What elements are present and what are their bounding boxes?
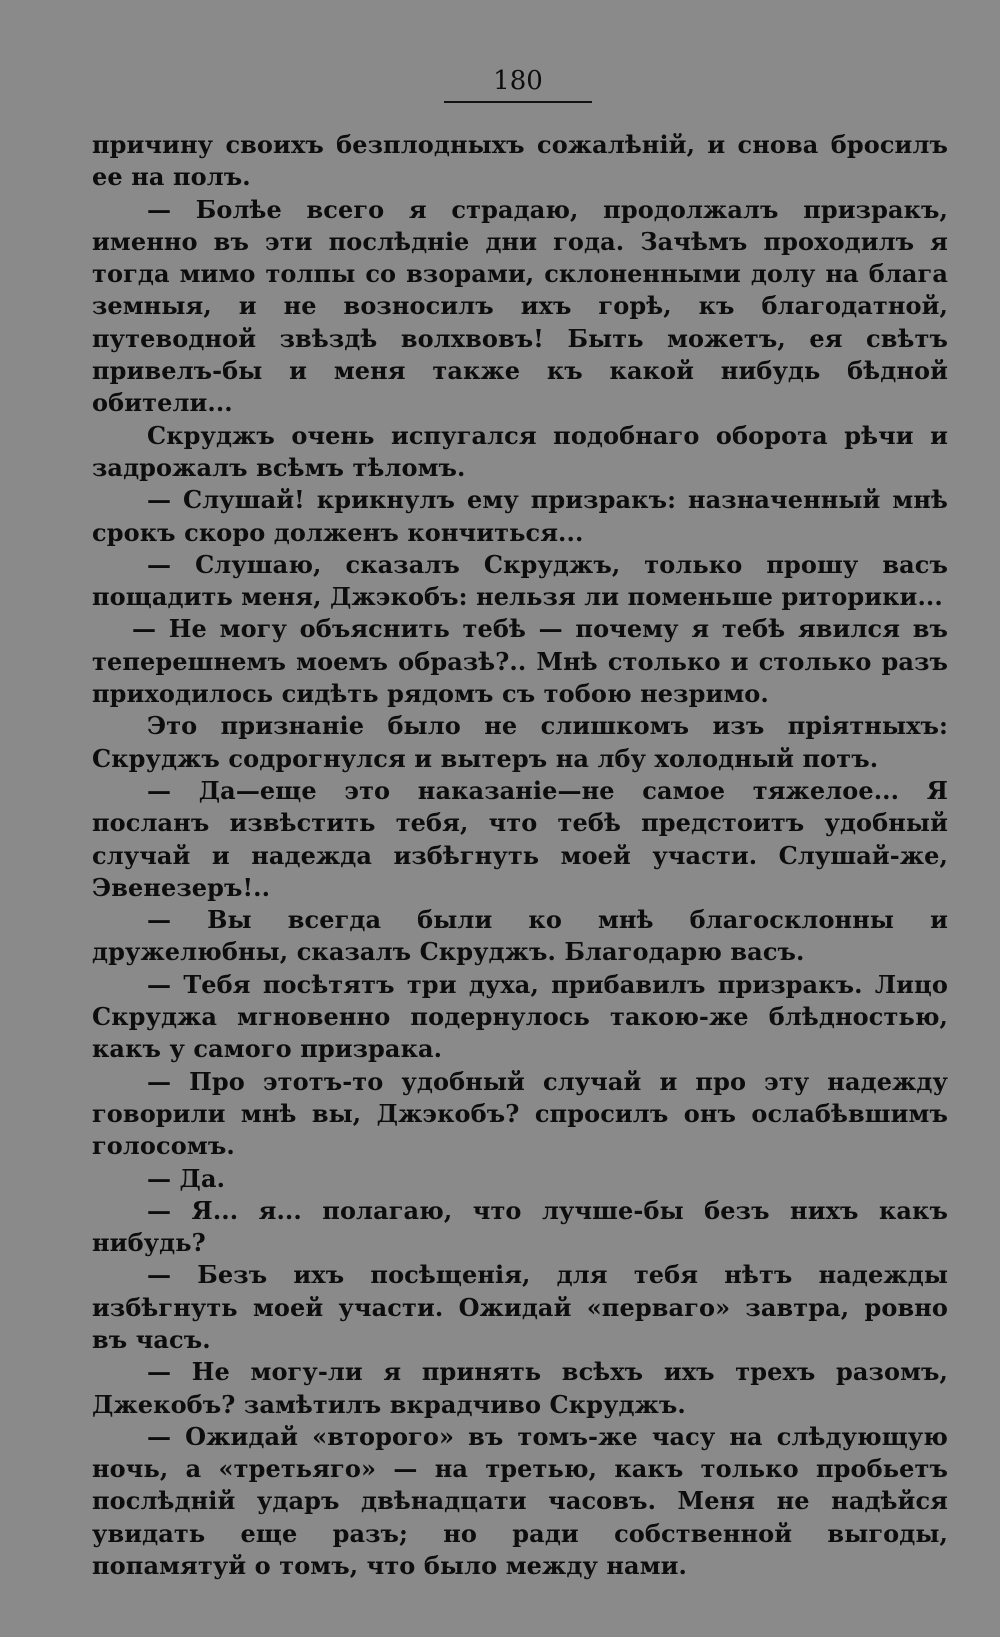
page-number: 180: [493, 66, 543, 96]
paragraph: — Про этотъ-то удобный случай и про эту надежду говорили мнѣ вы, Джэкобъ? спросилъ онъ ослабѣвшимъ голосомъ.: [92, 1066, 948, 1161]
body-text: [92, 129, 948, 1582]
paragraph: — Не могу объяснить тебѣ — почему я тебѣ явился въ теперешнемъ моемъ образѣ?.. Мнѣ столько и столько разъ приходилось сидѣть рядомъ съ тобою незримо.: [92, 614, 948, 709]
paragraph: — Да.: [147, 1163, 226, 1193]
paragraph: Это признаніе было не слишкомъ изъ пріятныхъ: Скруджъ содрогнулся и вытеръ на лбу холодный потъ.: [92, 711, 948, 773]
paragraph: — Болѣе всего я страдаю, продолжалъ призракъ, именно въ эти послѣдніе дни года. Зачѣмъ проходилъ я тогда мимо толпы со взорами, склоненными долу на блага земныя, и не возносилъ ихъ горѣ, къ благодатной, путеводной звѣздѣ волхвовъ! Быть можетъ, ея свѣтъ привелъ-бы и меня также къ какой нибудь бѣдной обители...: [92, 194, 948, 418]
page-number-rule: [444, 101, 592, 103]
paragraph: Скруджъ очень испугался подобнаго оборота рѣчи и задрожалъ всѣмъ тѣломъ.: [92, 420, 948, 482]
paragraph: — Да—еще это наказаніе—не самое тяжелое... Я посланъ извѣстить тебя, что тебѣ предстоитъ удобный случай и надежда избѣгнуть моей участи. Слушай-же, Эвенезеръ!..: [92, 775, 948, 902]
paragraph: — Вы всегда были ко мнѣ благосклонны и дружелюбны, сказалъ Скруджъ. Благодарю васъ.: [92, 905, 948, 967]
paragraph: причину своихъ безплодныхъ сожалѣній, и снова бросилъ ее на полъ.: [92, 130, 948, 192]
paragraph: — Тебя посѣтятъ три духа, прибавилъ призракъ. Лицо Скруджа мгновенно подернулось такою-же блѣдностью, какъ у самого призрака.: [92, 969, 948, 1064]
paragraph: — Слушай! крикнулъ ему призракъ: назначенный мнѣ срокъ скоро долженъ кончиться...: [92, 485, 948, 547]
paragraph: — Слушаю, сказалъ Скруджъ, только прошу васъ пощадить меня, Джэкобъ: нельзя ли поменьше риторики...: [92, 549, 948, 612]
paragraph: — Ожидай «второго» въ томъ-же часу на слѣдующую ночь, а «третьяго» — на третью, какъ только пробьетъ послѣдній ударъ двѣнадцати часовъ. Меня не надѣйся увидать еще разъ; но ради собственной выгоды, попамятуй о томъ, что было между нами.: [92, 1421, 948, 1581]
paragraph: — Не могу-ли я принять всѣхъ ихъ трехъ разомъ, Джекобъ? замѣтилъ вкрадчиво Скруджъ.: [92, 1357, 948, 1419]
paragraph: — Безъ ихъ посѣщенія, для тебя нѣтъ надежды избѣгнуть моей участи. Ожидай «перваго» завтра, ровно въ часъ.: [92, 1260, 948, 1354]
paragraph: — Я... я... полагаю, что лучше-бы безъ нихъ какъ нибудь?: [92, 1195, 948, 1258]
